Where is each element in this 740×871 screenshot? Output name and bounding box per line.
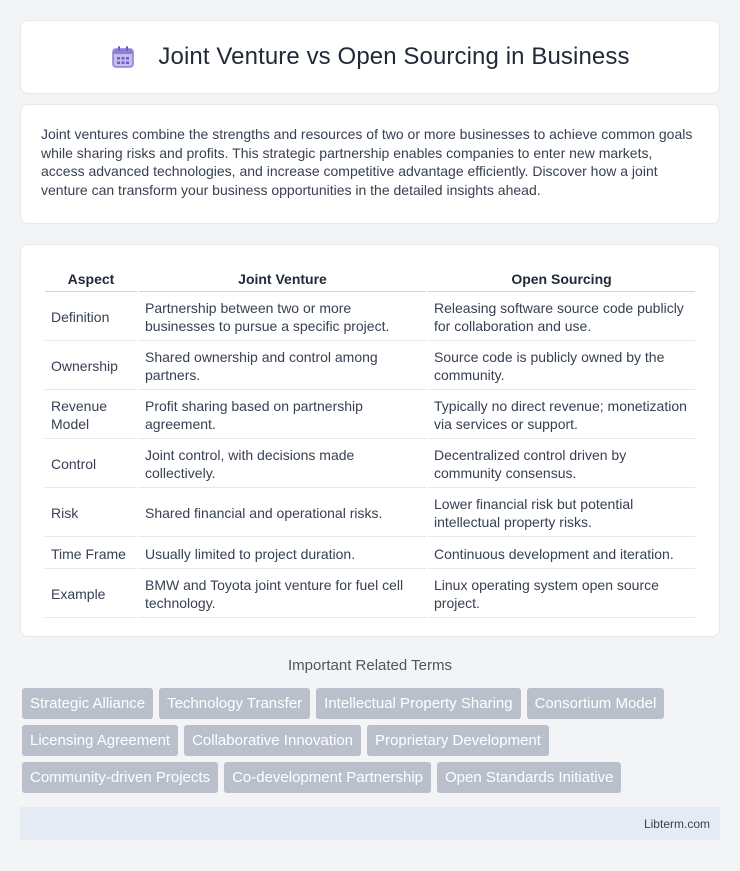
intro-card	[20, 104, 720, 224]
related-terms-list	[22, 688, 722, 799]
term-tag[interactable]: Collaborative Innovation	[184, 725, 361, 756]
row-open-sourcing: Source code is publicly owned by the community.	[428, 343, 695, 390]
row-open-sourcing: Continuous development and iteration.	[428, 539, 695, 569]
header-joint-venture: Joint Venture	[139, 267, 426, 292]
row-aspect: Ownership	[45, 343, 137, 390]
term-tag[interactable]: Co-development Partnership	[224, 762, 431, 793]
row-aspect: Example	[45, 571, 137, 618]
row-joint-venture: Partnership between two or more businesses to pursue a specific project.	[139, 294, 426, 341]
row-aspect: Control	[45, 441, 137, 488]
page-title: Joint Venture vs Open Sourcing in Business	[158, 43, 630, 70]
row-joint-venture: Shared financial and operational risks.	[139, 490, 426, 537]
calendar-icon	[110, 44, 136, 70]
row-joint-venture: Usually limited to project duration.	[139, 539, 426, 569]
row-aspect: Revenue Model	[45, 392, 137, 439]
footer	[20, 807, 720, 840]
term-tag[interactable]: Proprietary Development	[367, 725, 549, 756]
row-joint-venture: Joint control, with decisions made collectively.	[139, 441, 426, 488]
related-terms-title: Important Related Terms	[288, 657, 452, 674]
table-row	[45, 539, 695, 569]
table-row	[45, 490, 695, 537]
table-row	[45, 294, 695, 341]
term-tag[interactable]: Intellectual Property Sharing	[316, 688, 520, 719]
intro-text: Joint ventures combine the strengths and resources of two or more businesses to achieve common goals while sharing risks and profits. This strategic partnership enables companies to enter new markets, access advanced technologies, and increase competitive advantage efficiently. Discover how a joint venture can transform your business opportunities in the detailed insights ahead.	[41, 126, 693, 198]
footer-link[interactable]: Libterm.com	[643, 816, 710, 831]
row-open-sourcing: Lower financial risk but potential intellectual property risks.	[428, 490, 695, 537]
row-aspect: Definition	[45, 294, 137, 341]
row-joint-venture: Shared ownership and control among partners.	[139, 343, 426, 390]
term-tag[interactable]: Technology Transfer	[159, 688, 310, 719]
row-joint-venture: BMW and Toyota joint venture for fuel cell technology.	[139, 571, 426, 618]
table-row	[45, 392, 695, 439]
header	[110, 43, 629, 71]
table-row	[45, 571, 695, 618]
table-header-row	[45, 267, 695, 292]
table-row	[45, 343, 695, 390]
header-aspect: Aspect	[45, 267, 137, 292]
term-tag[interactable]: Open Standards Initiative	[437, 762, 621, 793]
table-row	[45, 441, 695, 488]
row-aspect: Risk	[45, 490, 137, 537]
row-open-sourcing: Linux operating system open source project.	[428, 571, 695, 618]
row-joint-venture: Profit sharing based on partnership agreement.	[139, 392, 426, 439]
term-tag[interactable]: Strategic Alliance	[22, 688, 153, 719]
term-tag[interactable]: Community-driven Projects	[22, 762, 218, 793]
header-card	[20, 20, 720, 94]
header-open-sourcing: Open Sourcing	[428, 267, 695, 292]
comparison-card	[20, 244, 720, 637]
comparison-table	[43, 265, 697, 620]
row-open-sourcing: Typically no direct revenue; monetization via services or support.	[428, 392, 695, 439]
term-tag[interactable]: Consortium Model	[527, 688, 665, 719]
row-aspect: Time Frame	[45, 539, 137, 569]
row-open-sourcing: Decentralized control driven by community consensus.	[428, 441, 695, 488]
term-tag[interactable]: Licensing Agreement	[22, 725, 178, 756]
row-open-sourcing: Releasing software source code publicly for collaboration and use.	[428, 294, 695, 341]
